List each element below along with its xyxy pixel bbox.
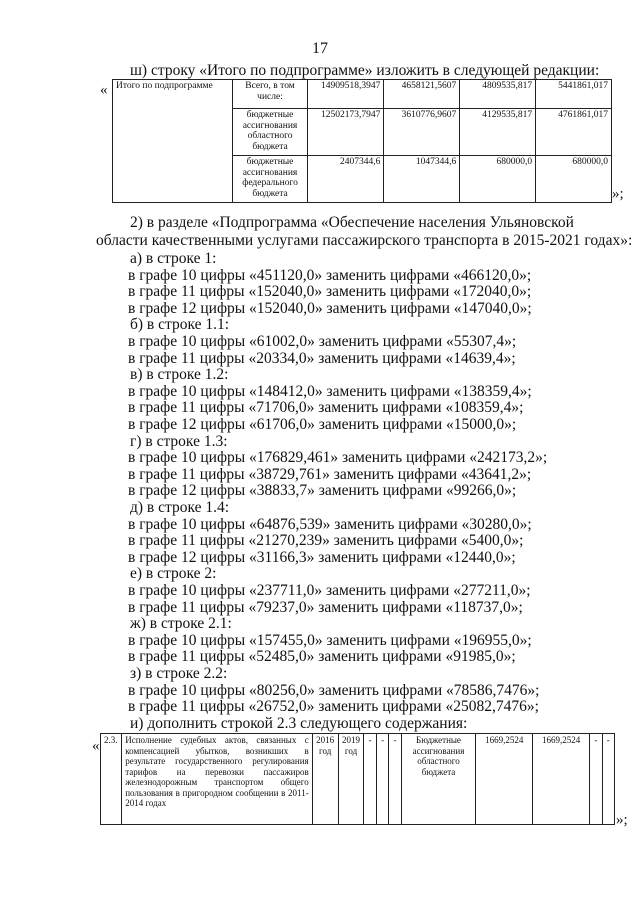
row-2-3-table: [100, 733, 615, 825]
list-item-heading: з) в строке 2.2:: [130, 665, 228, 682]
close-quote: »;: [612, 186, 624, 202]
para2-line2: области качественными услугами пассажирского транспорта в 2015-2021 годах»:: [96, 232, 633, 249]
list-item: в графе 11 цифры «38729,761» заменить цифрами «43641,2»;: [128, 465, 532, 483]
list-item: в графе 11 цифры «52485,0» заменить цифрами «91985,0»;: [128, 648, 516, 666]
list-item: в графе 10 цифры «64876,539» заменить цифрами «30280,0»;: [128, 515, 532, 533]
list-item: в графе 11 цифры «152040,0» заменить цифрами «172040,0»;: [128, 283, 532, 301]
row-label-regional: бюджетные ассигнования областного бюджета: [232, 109, 308, 156]
list-item: в графе 11 цифры «26752,0» заменить цифрами «25082,7476»;: [128, 698, 539, 716]
row-description: Исполнение судебных актов, связанных с компенсацией убытков, возникших в результате государственного регулирования тарифов на перевозки пассажиров железнодорожным транспортом общего пользования в пригородном сообщении в 2011-2014 годах: [122, 734, 312, 825]
list-item: в графе 12 цифры «31166,3» заменить цифрами «12440,0»;: [128, 548, 516, 566]
list-item-heading: б) в строке 1.1:: [130, 316, 230, 334]
row-number: 2.3.: [101, 734, 122, 825]
list-item-heading: д) в строке 1.4:: [130, 499, 230, 516]
cell-value: 4809535,817: [460, 80, 536, 109]
funding-source: Бюджетные ассигнования областного бюджета: [401, 734, 476, 825]
cell-value: 1047344,6: [384, 156, 460, 203]
empty-cell: -: [590, 734, 602, 825]
cell-value: 5441861,017: [536, 80, 612, 109]
row-label-total: Всего, в том числе:: [232, 80, 308, 109]
empty-cell: -: [364, 734, 376, 825]
cell-value: 3610776,9607: [384, 109, 460, 156]
cell-value: 14909518,3947: [308, 80, 384, 109]
list-item-heading: а) в строке 1:: [130, 250, 217, 267]
cell-value: 680000,0: [536, 156, 612, 203]
list-item: в графе 10 цифры «61002,0» заменить цифрами «55307,4»;: [128, 333, 517, 350]
row-label: Итого по подпрограмме: [113, 80, 233, 203]
list-item: в графе 12 цифры «38833,7» заменить цифрами «99266,0»;: [128, 482, 517, 500]
table-row: [113, 80, 612, 109]
empty-cell: -: [389, 734, 401, 825]
list-item: в графе 11 цифры «21270,239» заменить цифрами «5400,0»;: [128, 532, 524, 550]
cell-value: 2407344,6: [308, 156, 384, 203]
close-quote-2: »;: [616, 812, 628, 828]
total-value: 1669,2524: [476, 734, 533, 825]
cell-value: 4761861,017: [536, 109, 612, 156]
open-quote-2: «: [92, 738, 100, 754]
intro-sh: ш) строку «Итого по подпрограмме» изложить в следующей редакции:: [130, 62, 600, 79]
subprogram-total-table: [112, 79, 612, 203]
year-start: 2016 год: [312, 734, 338, 825]
list-item: в графе 12 цифры «61706,0» заменить цифрами «15000,0»;: [128, 416, 517, 433]
open-quote: «: [100, 82, 108, 98]
list-item: в графе 10 цифры «157455,0» заменить цифрами «196955,0»;: [128, 631, 532, 649]
row-label-federal: бюджетные ассигнования федерального бюджета: [232, 156, 308, 203]
page-number: 17: [312, 40, 328, 57]
cell-value: 680000,0: [460, 156, 536, 203]
list-item: в графе 10 цифры «451120,0» заменить цифрами «466120,0»;: [128, 266, 532, 284]
list-item: в графе 10 цифры «176829,461» заменить цифрами «242173,2»;: [128, 449, 548, 467]
list-item-heading: в) в строке 1.2:: [130, 366, 229, 384]
cell-value: 4658121,5607: [384, 80, 460, 109]
list-item: в графе 11 цифры «79237,0» заменить цифрами «118737,0»;: [128, 598, 523, 616]
list-item-heading: ж) в строке 2.1:: [130, 615, 232, 633]
list-item-heading: г) в строке 1.3:: [130, 432, 228, 450]
para2-line1: 2) в разделе «Подпрограмма «Обеспечение населения Ульяновской: [130, 214, 574, 231]
list-item: в графе 10 цифры «80256,0» заменить цифрами «78586,7476»;: [128, 681, 540, 699]
empty-cell: -: [602, 734, 614, 825]
year-end: 2019 год: [338, 734, 364, 825]
list-item: в графе 10 цифры «237711,0» заменить цифрами «277211,0»;: [128, 582, 531, 599]
list-item: в графе 12 цифры «152040,0» заменить цифрами «147040,0»;: [128, 299, 532, 317]
cell-value: 12502173,7947: [308, 109, 384, 156]
list-item-heading: и) дополнить строкой 2.3 следующего содержания:: [130, 714, 468, 732]
year-value: 1669,2524: [533, 734, 590, 825]
table-row: [101, 734, 615, 825]
list-item-heading: е) в строке 2:: [130, 565, 217, 583]
cell-value: 4129535,817: [460, 109, 536, 156]
list-item: в графе 11 цифры «20334,0» заменить цифрами «14639,4»;: [128, 349, 516, 367]
list-item: в графе 10 цифры «148412,0» заменить цифрами «138359,4»;: [128, 382, 532, 400]
list-item: в графе 11 цифры «71706,0» заменить цифрами «108359,4»;: [128, 399, 524, 417]
empty-cell: -: [376, 734, 388, 825]
